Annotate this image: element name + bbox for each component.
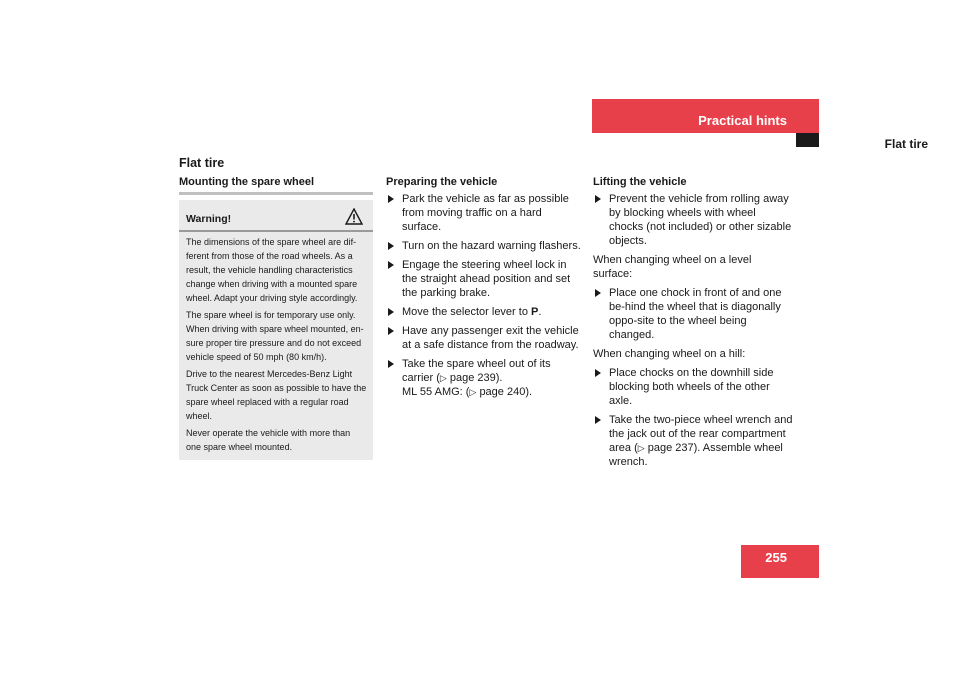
arrow-right-icon [388, 261, 394, 269]
triangle-right-icon: ▷ [469, 387, 477, 397]
arrow-right-icon [595, 416, 601, 424]
header-subtitle: Flat tire [884, 137, 928, 151]
page-number: 255 [765, 550, 787, 565]
header-banner [592, 99, 819, 133]
heading-rule [179, 192, 373, 195]
arrow-right-icon [595, 195, 601, 203]
warning-header [179, 200, 373, 232]
bullet-text: Have any passenger exit the vehicle at a safe distance from the roadway. [402, 325, 579, 351]
column-preparing [386, 175, 582, 404]
page-reference[interactable]: page 239). [449, 372, 503, 384]
mounting-heading: Mounting the spare wheel [179, 176, 315, 188]
lifting-heading: Lifting the vehicle [593, 176, 687, 188]
header-marker [796, 133, 819, 147]
section-title: Flat tire [179, 156, 225, 170]
arrow-right-icon [595, 289, 601, 297]
ml-text: ML 55 AMG: ( [402, 386, 470, 398]
level-surface-text: When changing wheel on a level surface: [593, 254, 752, 280]
bullet-text: Take the two-piece wheel wrench and the jack out of the rear compartment area ( [609, 414, 793, 454]
list-item [386, 305, 582, 319]
bullet-text: Engage the steering wheel lock in the straight ahead position and set the parking brake. [402, 259, 571, 299]
list-item [593, 192, 793, 248]
warning-title: Warning! [186, 213, 232, 225]
arrow-right-icon [388, 360, 394, 368]
list-item [386, 324, 582, 352]
bullet-text-end: . [538, 306, 542, 318]
list-item [386, 258, 582, 300]
warning-paragraph: Never operate the vehicle with more than one spare wheel mounted. [186, 428, 351, 452]
page-reference[interactable]: page 240). [479, 386, 533, 398]
warning-paragraph: Drive to the nearest Mercedes-Benz Light Truck Center as soon as possible to have the spare wheel replaced with a regular road wheel. [186, 369, 367, 421]
page-number-banner [741, 545, 819, 578]
arrow-right-icon [595, 369, 601, 377]
page-reference[interactable]: page 237). Assemble wheel wrench. [609, 442, 783, 468]
arrow-right-icon [388, 242, 394, 250]
triangle-right-icon: ▷ [637, 443, 645, 453]
warning-triangle-icon [345, 208, 363, 225]
warning-box [179, 200, 373, 460]
triangle-right-icon: ▷ [439, 373, 447, 383]
list-item [386, 357, 582, 399]
hill-text: When changing wheel on a hill: [593, 348, 746, 360]
selector-position: P [531, 306, 539, 318]
preparing-heading: Preparing the vehicle [386, 176, 498, 188]
bullet-text: Turn on the hazard warning flashers. [402, 240, 581, 252]
bullet-text: Place chocks on the downhill side blocking both wheels of the other axle. [609, 367, 774, 407]
bullet-text: Take the spare wheel out of its carrier ( [402, 358, 551, 384]
arrow-right-icon [388, 308, 394, 316]
list-item [593, 286, 793, 342]
bullet-text: Place one chock in front of and one be-hind the wheel that is diagonally oppo-site to the wheel being changed. [609, 287, 782, 341]
bullet-text: Move the selector lever to [402, 306, 532, 318]
list-item [386, 192, 582, 234]
warning-paragraph: The dimensions of the spare wheel are dif-ferent from those of the road wheels. As a result, the vehicle handling characteristics change when driving with a mounted spare wheel. Adapt your driving style accordingly. [186, 237, 358, 303]
list-item [593, 366, 793, 408]
column-mounting [179, 175, 373, 460]
list-item [593, 413, 793, 469]
header-title: Practical hints [698, 113, 787, 128]
list-item [386, 239, 582, 253]
bullet-text: Prevent the vehicle from rolling away by blocking wheels with wheel chocks (not included) or other sizable objects. [609, 193, 792, 247]
column-lifting [593, 175, 793, 474]
warning-paragraph: The spare wheel is for temporary use only. When driving with spare wheel mounted, en-sure proper tire pressure and do not exceed vehicle speed of 50 mph (80 km/h). [186, 310, 364, 362]
arrow-right-icon [388, 327, 394, 335]
arrow-right-icon [388, 195, 394, 203]
bullet-text: Park the vehicle as far as possible from moving traffic on a hard surface. [402, 193, 569, 233]
